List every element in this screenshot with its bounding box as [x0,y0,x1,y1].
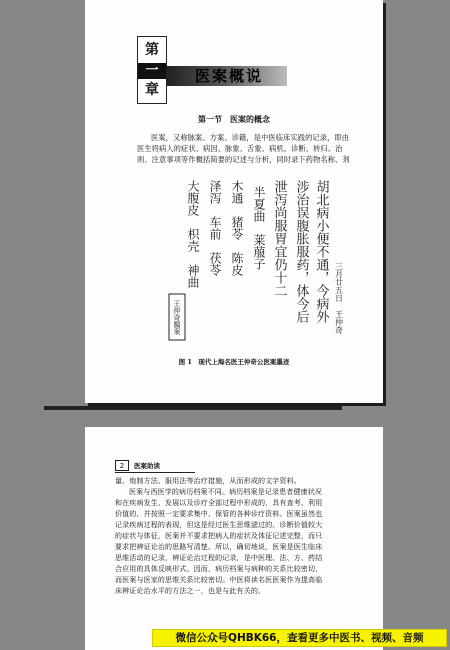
chapter-label-box [137,36,167,104]
paragraph: 医案，又称脉案、方案、诊籍，是中医临床实践的记录，即由医生将病人的症状、病因、脉象、舌象、病机、诊断、转归、治则、注意事项等作概括简要的记述与分析，同时录下药物名称、剂 [137,133,350,164]
manuscript-column: 半夏曲 莱菔子 [252,186,266,270]
paragraph: 量、炮制方法、服用法等治疗措施，从而形成的文字资料。 [115,477,301,485]
page2-text [115,476,325,597]
manuscript-image [163,166,344,350]
running-header [115,459,160,471]
book-page-2 [85,427,383,650]
manuscript-seal-text: 王仲奇醫案 [173,300,181,335]
manuscript-column: 木通 猪苓 陈皮 [230,180,244,276]
section-title: 第一节 医案的概念 [198,115,270,124]
manuscript-column: 涉治误腹胀服药，体今后 [293,180,309,323]
manuscript-date: 三月廿五日 王仲奇 [334,262,344,334]
book-page-1 [85,0,383,403]
manuscript-column: 泽泻 车前 茯苓 [208,180,222,276]
paragraph: 医案与西医学的病历档案不同。病历档案是记录患者健康状况和在疾病发生、发展以及诊疗全部过程中形成的，具有查考、利用价值的，并按照一定要求集中、保管的各种诊疗资料。医案虽然也记录疾病过程的表现，但这是经过医生思维滤过的、诊断价值较大的症状与体征，医案并不要求把病人的症状及体征记述完整，而只要求把辨证论治的思路写清楚。所以，确切地说，医案是医生临床思维活动的记录，辨证论治过程的记录，是中医理、法、方、药结合应用的具体反映形式。因而，病历档案与病种的关系比较密切，而医案与医家的思维关系比较密切。中医将读名医医案作为提高临床辨证论治水平的方法之一，也是与此有关的。 [115,488,323,595]
manuscript-column: 胡北病小便不通，今病外 [313,180,329,323]
chapter-number: 一 [138,63,166,79]
watermark-banner: 微信公众号QHBK66，查看更多中医书、视频、音频 [152,629,447,647]
figure-caption: 图 1 现代上海名医王仲奇公医案墨迹 [178,358,290,366]
manuscript-column: 泄泻尚服胃宜仍十二 [271,180,287,297]
header-rule [115,472,195,473]
chapter-title: 医案概说 [195,67,264,85]
page-shadow-bottom [44,406,342,410]
running-title: 医案助读 [134,461,160,470]
chapter-label-bottom: 章 [145,82,159,98]
manuscript-column: 大腹皮 枳壳 神曲 [186,180,200,288]
chapter-label-top: 第 [145,42,159,58]
page-number: 2 [115,460,129,471]
